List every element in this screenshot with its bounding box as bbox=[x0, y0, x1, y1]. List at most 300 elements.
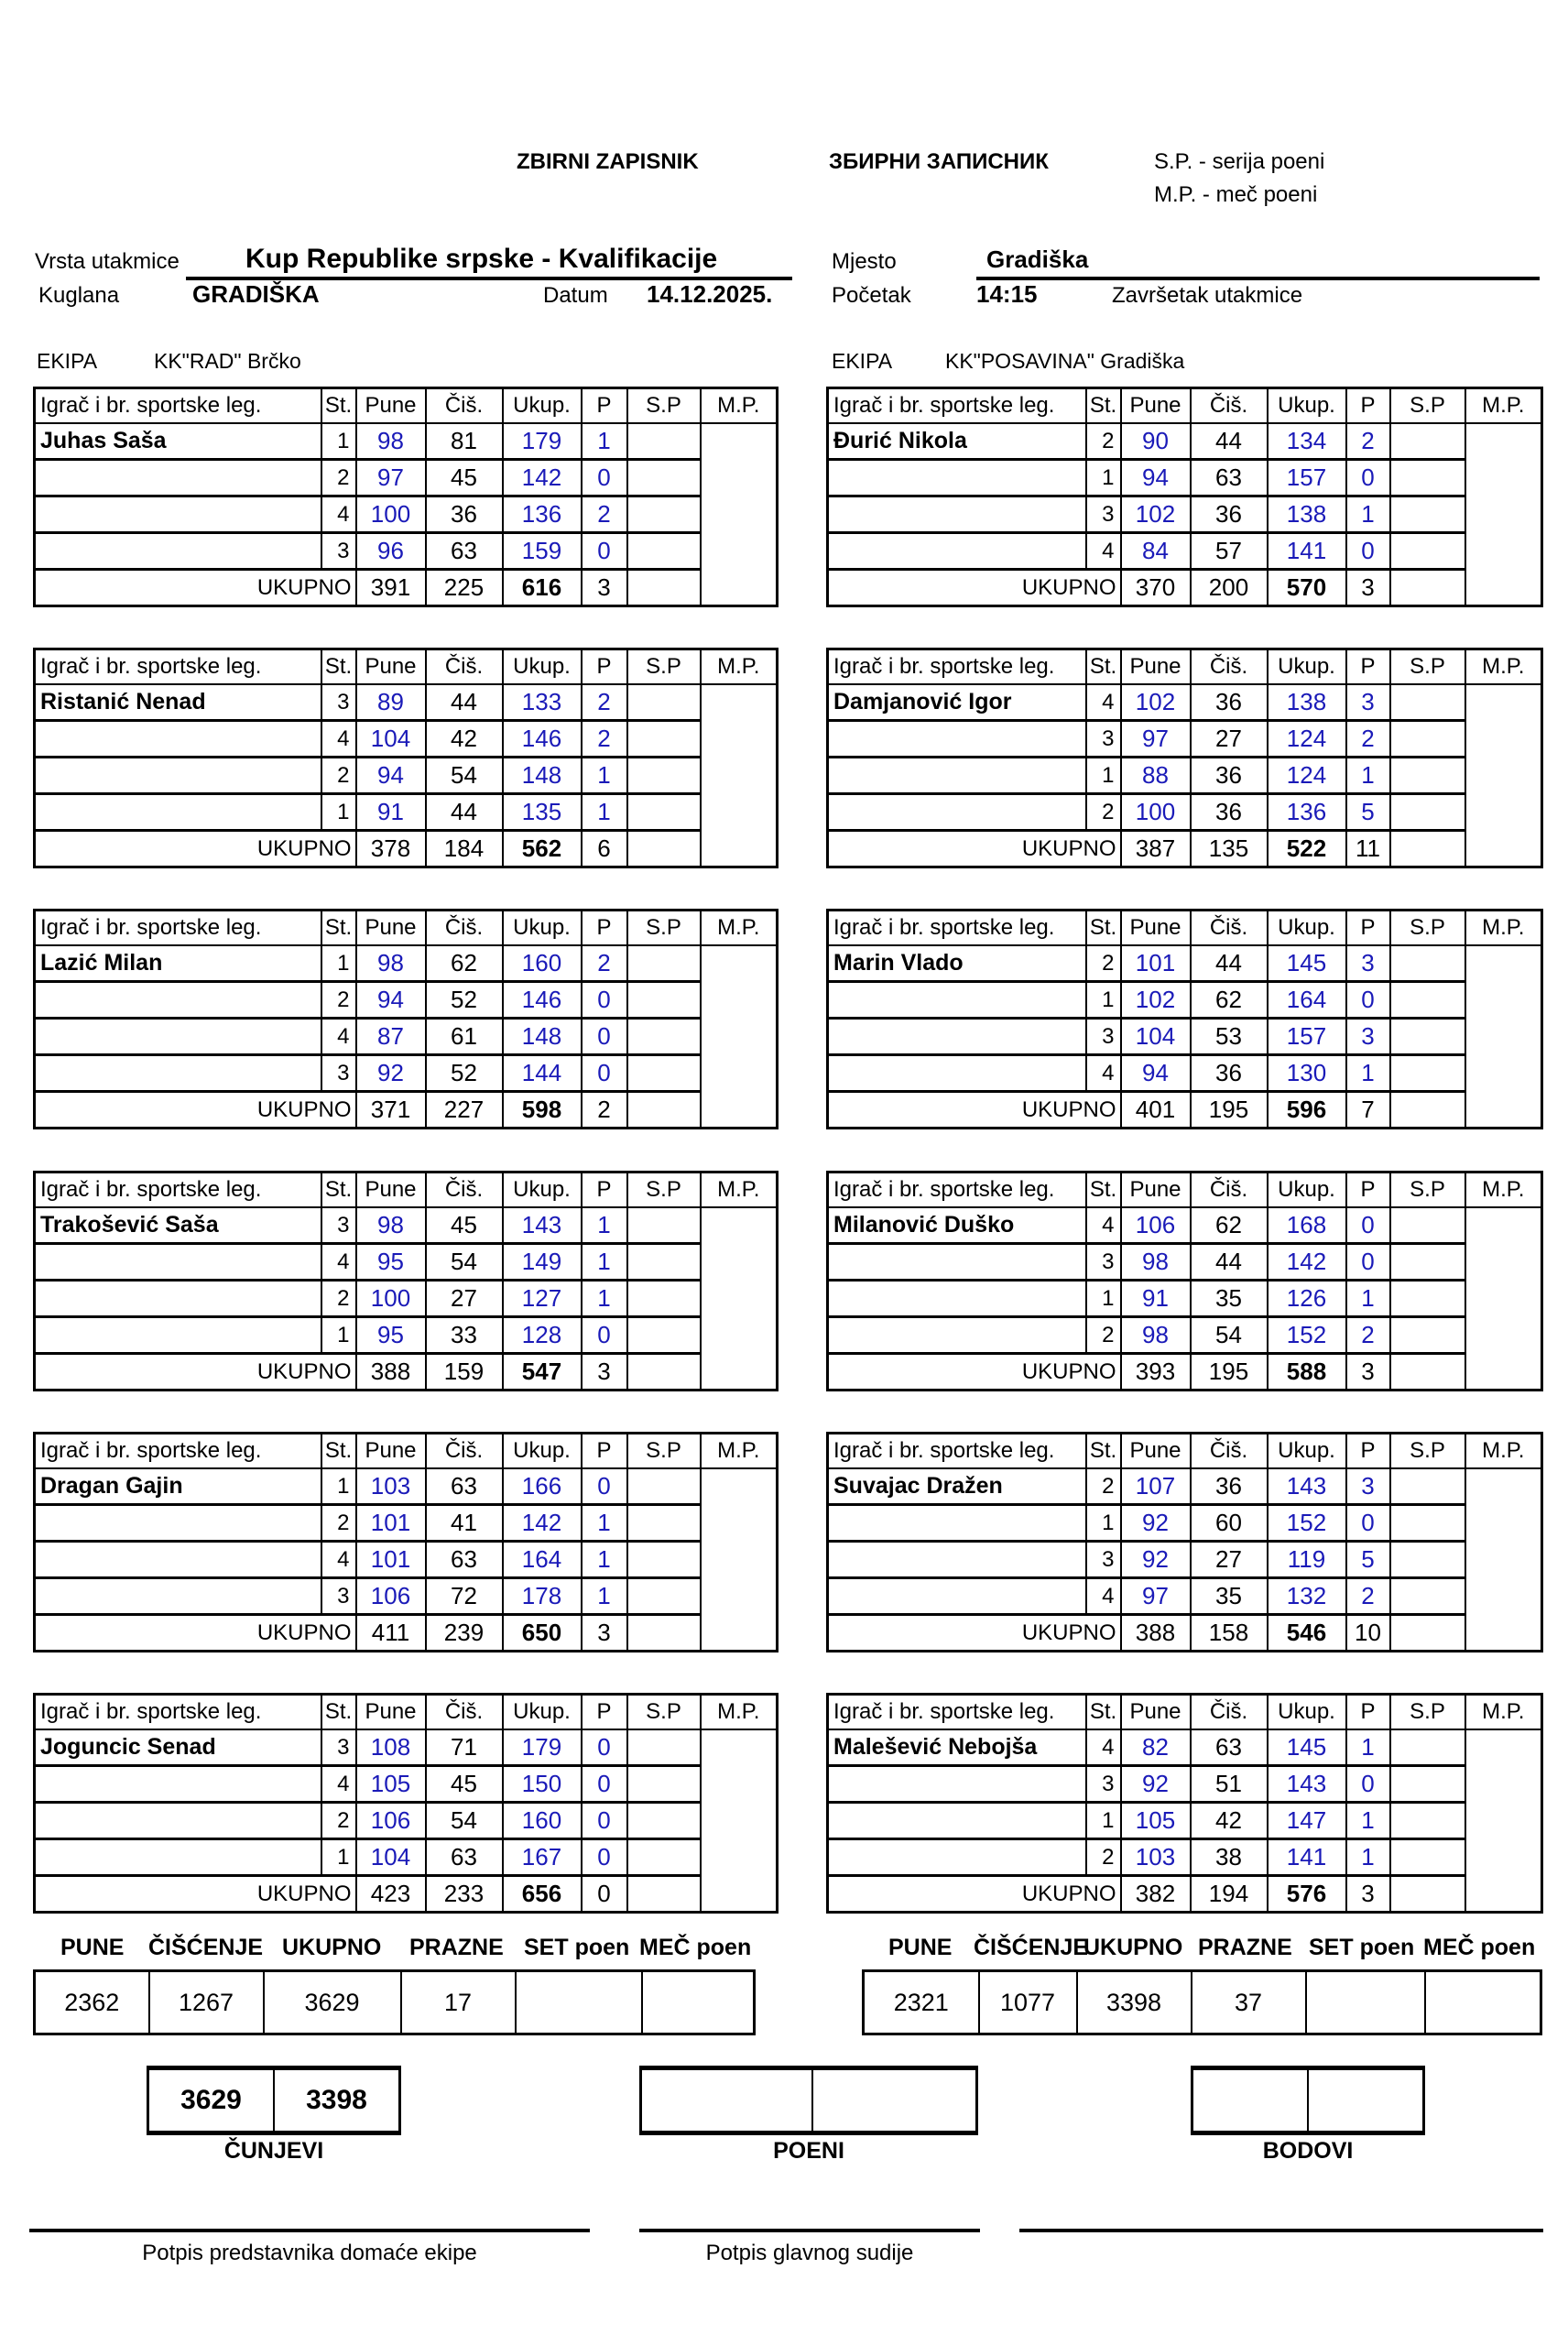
set-points-cell bbox=[1390, 794, 1465, 831]
lane-number: 1 bbox=[1086, 1281, 1121, 1317]
game-row bbox=[35, 1505, 778, 1542]
lane-number: 3 bbox=[1086, 1542, 1121, 1578]
total-label: UKUPNO bbox=[35, 1876, 356, 1913]
total-clearance: 159 bbox=[426, 1354, 503, 1391]
lane-number: 2 bbox=[1086, 1839, 1121, 1876]
player-name-empty bbox=[35, 1839, 321, 1876]
bodovi-away bbox=[1308, 2068, 1424, 2133]
total-pins: 143 bbox=[1268, 1766, 1346, 1803]
set-points-cell bbox=[1390, 533, 1465, 570]
player-name-empty bbox=[35, 1578, 321, 1615]
lane-number: 1 bbox=[321, 1839, 356, 1876]
misses: 0 bbox=[1346, 533, 1390, 570]
column-header-name: Igrač i br. sportske leg. bbox=[35, 388, 321, 424]
game-row bbox=[828, 1803, 1542, 1839]
column-header-pune: Pune bbox=[356, 1434, 426, 1469]
column-header-name: Igrač i br. sportske leg. bbox=[828, 911, 1086, 946]
column-header-mp: M.P. bbox=[1465, 911, 1542, 946]
lane-number: 1 bbox=[1086, 460, 1121, 496]
column-header-st: St. bbox=[1086, 1434, 1121, 1469]
total-label: UKUPNO bbox=[828, 1354, 1121, 1391]
total-set-points bbox=[627, 570, 701, 606]
clearance-pins: 63 bbox=[426, 1839, 503, 1876]
total-label: UKUPNO bbox=[35, 1615, 356, 1652]
player-name: Đurić Nikola bbox=[828, 423, 1086, 460]
full-pins: 92 bbox=[1121, 1766, 1191, 1803]
set-points-cell bbox=[627, 721, 701, 758]
column-header-sp: S.P bbox=[1390, 649, 1465, 685]
full-pins: 102 bbox=[1121, 982, 1191, 1019]
total-set-points bbox=[627, 1876, 701, 1913]
set-points-cell bbox=[1390, 1729, 1465, 1766]
referee-signature-label: Potpis glavnog sudije bbox=[705, 2241, 914, 2265]
column-header-p: P bbox=[582, 388, 627, 424]
total-label: UKUPNO bbox=[828, 1876, 1121, 1913]
column-header-sp: S.P bbox=[627, 1172, 701, 1208]
column-header-sp: S.P bbox=[1390, 388, 1465, 424]
column-header-st: St. bbox=[321, 388, 356, 424]
column-header-p: P bbox=[1346, 1695, 1390, 1730]
player-name-empty bbox=[828, 1578, 1086, 1615]
full-pins: 90 bbox=[1121, 423, 1191, 460]
lane-number: 2 bbox=[321, 1281, 356, 1317]
match-type-value: Kup Republike srpske - Kvalifikacije bbox=[245, 244, 718, 274]
misses: 3 bbox=[1346, 1468, 1390, 1505]
player-name-empty bbox=[828, 1505, 1086, 1542]
player-name-empty bbox=[35, 533, 321, 570]
match-points-cell bbox=[1465, 1468, 1542, 1652]
total-clearance: 194 bbox=[1191, 1876, 1268, 1913]
home-summary-header: SET poen bbox=[524, 1935, 630, 1960]
total-pins: 138 bbox=[1268, 496, 1346, 533]
set-points-cell bbox=[1390, 758, 1465, 794]
clearance-pins: 62 bbox=[1191, 1207, 1268, 1244]
column-header-p: P bbox=[1346, 649, 1390, 685]
lane-number: 2 bbox=[321, 758, 356, 794]
set-points-cell bbox=[627, 758, 701, 794]
player-name-empty bbox=[35, 1055, 321, 1092]
full-pins: 94 bbox=[1121, 460, 1191, 496]
away-summary-ciscenje: 1077 bbox=[979, 1971, 1077, 2034]
game-row bbox=[828, 684, 1542, 721]
match-points-cell bbox=[701, 1468, 778, 1652]
column-header-st: St. bbox=[1086, 1695, 1121, 1730]
total-pins: 143 bbox=[503, 1207, 582, 1244]
total-clearance: 135 bbox=[1191, 831, 1268, 867]
total-pins: 179 bbox=[503, 1729, 582, 1766]
clearance-pins: 63 bbox=[426, 533, 503, 570]
match-points-cell bbox=[1465, 1729, 1542, 1913]
clearance-pins: 53 bbox=[1191, 1019, 1268, 1055]
poeni-home bbox=[641, 2068, 812, 2133]
lane-number: 4 bbox=[1086, 1729, 1121, 1766]
column-header-sp: S.P bbox=[1390, 1172, 1465, 1208]
game-row bbox=[35, 1317, 778, 1354]
referee-signature-line[interactable] bbox=[639, 2229, 980, 2232]
full-pins: 101 bbox=[356, 1542, 426, 1578]
game-row bbox=[35, 1542, 778, 1578]
total-full: 388 bbox=[1121, 1615, 1191, 1652]
misses: 0 bbox=[582, 982, 627, 1019]
misses: 1 bbox=[1346, 1803, 1390, 1839]
clearance-pins: 72 bbox=[426, 1578, 503, 1615]
total-set-points bbox=[627, 831, 701, 867]
player-name-empty bbox=[828, 1055, 1086, 1092]
total-full: 371 bbox=[356, 1092, 426, 1129]
set-points-cell bbox=[1390, 982, 1465, 1019]
title-latin: ZBIRNI ZAPISNIK bbox=[517, 149, 699, 174]
clearance-pins: 54 bbox=[426, 1244, 503, 1281]
player-name-empty bbox=[828, 460, 1086, 496]
full-pins: 92 bbox=[1121, 1505, 1191, 1542]
total-label: UKUPNO bbox=[35, 831, 356, 867]
set-points-cell bbox=[1390, 1317, 1465, 1354]
match-points-cell bbox=[1465, 1207, 1542, 1391]
full-pins: 100 bbox=[356, 496, 426, 533]
total-row bbox=[35, 831, 778, 867]
total-label: UKUPNO bbox=[35, 1092, 356, 1129]
player-name: Lazić Milan bbox=[35, 945, 321, 982]
start-value: 14:15 bbox=[976, 280, 1038, 308]
player-name-empty bbox=[35, 1505, 321, 1542]
set-points-cell bbox=[627, 794, 701, 831]
player-name-empty bbox=[828, 496, 1086, 533]
home-team-name: KK"RAD" Brčko bbox=[154, 349, 301, 373]
column-header-name: Igrač i br. sportske leg. bbox=[828, 1695, 1086, 1730]
player-name-empty bbox=[35, 794, 321, 831]
game-row bbox=[35, 1055, 778, 1092]
misses: 1 bbox=[582, 794, 627, 831]
column-header-cis: Čiš. bbox=[426, 1695, 503, 1730]
away-player-table bbox=[826, 909, 1543, 1129]
full-pins: 103 bbox=[1121, 1839, 1191, 1876]
total-pins: 149 bbox=[503, 1244, 582, 1281]
game-row bbox=[35, 982, 778, 1019]
column-header-pune: Pune bbox=[1121, 911, 1191, 946]
player-name: Milanović Duško bbox=[828, 1207, 1086, 1244]
game-row bbox=[828, 1207, 1542, 1244]
total-set-points bbox=[627, 1354, 701, 1391]
misses: 0 bbox=[582, 1766, 627, 1803]
clearance-pins: 27 bbox=[1191, 1542, 1268, 1578]
clearance-pins: 54 bbox=[426, 758, 503, 794]
full-pins: 98 bbox=[1121, 1244, 1191, 1281]
clearance-pins: 63 bbox=[426, 1468, 503, 1505]
column-header-ukup: Ukup. bbox=[503, 1434, 582, 1469]
misses: 0 bbox=[582, 1317, 627, 1354]
end-label: Završetak utakmice bbox=[1112, 283, 1303, 308]
clearance-pins: 38 bbox=[1191, 1839, 1268, 1876]
set-points-cell bbox=[627, 1244, 701, 1281]
game-row bbox=[35, 423, 778, 460]
total-pins: 562 bbox=[503, 831, 582, 867]
misses: 5 bbox=[1346, 794, 1390, 831]
misses: 0 bbox=[582, 1839, 627, 1876]
total-row bbox=[828, 1615, 1542, 1652]
game-row bbox=[828, 758, 1542, 794]
full-pins: 96 bbox=[356, 533, 426, 570]
column-header-p: P bbox=[582, 649, 627, 685]
column-header-sp: S.P bbox=[1390, 1434, 1465, 1469]
legend-sp: S.P. - serija poeni bbox=[1154, 149, 1325, 174]
column-header-st: St. bbox=[321, 911, 356, 946]
set-points-cell bbox=[627, 945, 701, 982]
total-misses: 0 bbox=[582, 1876, 627, 1913]
clearance-pins: 36 bbox=[426, 496, 503, 533]
set-points-cell bbox=[1390, 460, 1465, 496]
full-pins: 107 bbox=[1121, 1468, 1191, 1505]
total-pins: 146 bbox=[503, 982, 582, 1019]
full-pins: 105 bbox=[1121, 1803, 1191, 1839]
lane-number: 4 bbox=[1086, 533, 1121, 570]
column-header-ukup: Ukup. bbox=[503, 388, 582, 424]
third-signature-line[interactable] bbox=[1019, 2229, 1543, 2232]
misses: 2 bbox=[582, 496, 627, 533]
clearance-pins: 57 bbox=[1191, 533, 1268, 570]
lane-number: 3 bbox=[321, 684, 356, 721]
game-row bbox=[35, 1281, 778, 1317]
column-header-pune: Pune bbox=[356, 1695, 426, 1730]
full-pins: 106 bbox=[356, 1803, 426, 1839]
misses: 2 bbox=[1346, 423, 1390, 460]
column-header-mp: M.P. bbox=[1465, 649, 1542, 685]
game-row bbox=[828, 982, 1542, 1019]
player-name: Suvajac Dražen bbox=[828, 1468, 1086, 1505]
total-row bbox=[828, 1354, 1542, 1391]
away-team-name: KK"POSAVINA" Gradiška bbox=[945, 349, 1185, 373]
player-name-empty bbox=[35, 1244, 321, 1281]
game-row bbox=[828, 496, 1542, 533]
lane-number: 3 bbox=[321, 533, 356, 570]
set-points-cell bbox=[627, 1019, 701, 1055]
full-pins: 100 bbox=[356, 1281, 426, 1317]
clearance-pins: 62 bbox=[1191, 982, 1268, 1019]
lane-number: 3 bbox=[1086, 1019, 1121, 1055]
total-pins: 134 bbox=[1268, 423, 1346, 460]
alley-value: GRADIŠKA bbox=[192, 280, 320, 308]
set-points-cell bbox=[1390, 1803, 1465, 1839]
lane-number: 4 bbox=[1086, 1207, 1121, 1244]
lane-number: 2 bbox=[1086, 1317, 1121, 1354]
column-header-st: St. bbox=[1086, 1172, 1121, 1208]
game-row bbox=[35, 533, 778, 570]
misses: 2 bbox=[582, 684, 627, 721]
column-header-cis: Čiš. bbox=[426, 1434, 503, 1469]
total-set-points bbox=[627, 1092, 701, 1129]
set-points-cell bbox=[627, 460, 701, 496]
set-points-cell bbox=[627, 1505, 701, 1542]
home-rep-signature-label: Potpis predstavnika domaće ekipe bbox=[142, 2241, 477, 2265]
game-row bbox=[35, 1839, 778, 1876]
column-header-mp: M.P. bbox=[701, 1172, 778, 1208]
total-clearance: 195 bbox=[1191, 1092, 1268, 1129]
date-label: Datum bbox=[543, 283, 608, 308]
player-name: Ristanić Nenad bbox=[35, 684, 321, 721]
column-header-ukup: Ukup. bbox=[503, 911, 582, 946]
home-player-table bbox=[33, 1693, 779, 1914]
clearance-pins: 54 bbox=[426, 1803, 503, 1839]
bodovi-home bbox=[1192, 2068, 1309, 2133]
title-cyrillic: ЗБИРНИ ЗАПИСНИК bbox=[829, 149, 1049, 174]
total-pins: 133 bbox=[503, 684, 582, 721]
game-row bbox=[35, 1803, 778, 1839]
total-clearance: 158 bbox=[1191, 1615, 1268, 1652]
total-pins: 159 bbox=[503, 533, 582, 570]
set-points-cell bbox=[1390, 1055, 1465, 1092]
cunjevi-box bbox=[147, 2066, 401, 2135]
game-row bbox=[35, 1468, 778, 1505]
total-row bbox=[35, 570, 778, 606]
misses: 2 bbox=[1346, 1578, 1390, 1615]
set-points-cell bbox=[627, 1207, 701, 1244]
set-points-cell bbox=[627, 496, 701, 533]
full-pins: 88 bbox=[1121, 758, 1191, 794]
misses: 0 bbox=[582, 1019, 627, 1055]
away-summary-header: UKUPNO bbox=[1083, 1935, 1183, 1960]
player-name: Marin Vlado bbox=[828, 945, 1086, 982]
full-pins: 98 bbox=[356, 945, 426, 982]
lane-number: 3 bbox=[321, 1578, 356, 1615]
clearance-pins: 44 bbox=[1191, 1244, 1268, 1281]
total-misses: 11 bbox=[1346, 831, 1390, 867]
column-header-name: Igrač i br. sportske leg. bbox=[35, 1172, 321, 1208]
player-name-empty bbox=[828, 1317, 1086, 1354]
total-clearance: 239 bbox=[426, 1615, 503, 1652]
total-misses: 3 bbox=[1346, 1354, 1390, 1391]
player-name: Joguncic Senad bbox=[35, 1729, 321, 1766]
misses: 2 bbox=[1346, 721, 1390, 758]
game-row bbox=[828, 1281, 1542, 1317]
total-pins: 152 bbox=[1268, 1317, 1346, 1354]
set-points-cell bbox=[627, 1542, 701, 1578]
total-pins: 547 bbox=[503, 1354, 582, 1391]
total-set-points bbox=[1390, 1615, 1465, 1652]
clearance-pins: 42 bbox=[426, 721, 503, 758]
misses: 1 bbox=[582, 1505, 627, 1542]
lane-number: 2 bbox=[1086, 423, 1121, 460]
column-header-pune: Pune bbox=[356, 1172, 426, 1208]
match-points-cell bbox=[1465, 423, 1542, 606]
total-clearance: 184 bbox=[426, 831, 503, 867]
total-pins: 596 bbox=[1268, 1092, 1346, 1129]
clearance-pins: 63 bbox=[426, 1542, 503, 1578]
player-name-empty bbox=[828, 758, 1086, 794]
lane-number: 4 bbox=[321, 721, 356, 758]
misses: 1 bbox=[582, 1578, 627, 1615]
player-name: Dragan Gajin bbox=[35, 1468, 321, 1505]
misses: 2 bbox=[582, 721, 627, 758]
total-pins: 124 bbox=[1268, 758, 1346, 794]
total-full: 370 bbox=[1121, 570, 1191, 606]
full-pins: 84 bbox=[1121, 533, 1191, 570]
match-points-cell bbox=[701, 1207, 778, 1391]
game-row bbox=[35, 1207, 778, 1244]
total-label: UKUPNO bbox=[35, 570, 356, 606]
total-clearance: 200 bbox=[1191, 570, 1268, 606]
player-name-empty bbox=[828, 1766, 1086, 1803]
clearance-pins: 27 bbox=[1191, 721, 1268, 758]
clearance-pins: 63 bbox=[1191, 460, 1268, 496]
total-pins: 142 bbox=[503, 1505, 582, 1542]
lane-number: 4 bbox=[321, 1019, 356, 1055]
home-summary-ciscenje: 1267 bbox=[149, 1971, 264, 2034]
misses: 0 bbox=[582, 1729, 627, 1766]
misses: 3 bbox=[1346, 1019, 1390, 1055]
total-pins: 144 bbox=[503, 1055, 582, 1092]
home-summary-header: ČIŠĆENJE bbox=[148, 1935, 264, 1960]
away-ekipa-label: EKIPA bbox=[832, 349, 893, 373]
match-points-cell bbox=[701, 684, 778, 867]
clearance-pins: 36 bbox=[1191, 758, 1268, 794]
player-name-empty bbox=[828, 533, 1086, 570]
total-pins: 570 bbox=[1268, 570, 1346, 606]
player-name-empty bbox=[828, 1803, 1086, 1839]
total-label: UKUPNO bbox=[35, 1354, 356, 1391]
total-pins: 135 bbox=[503, 794, 582, 831]
away-summary-prazne: 37 bbox=[1192, 1971, 1306, 2034]
set-points-cell bbox=[1390, 1207, 1465, 1244]
column-header-cis: Čiš. bbox=[426, 649, 503, 685]
away-summary-header: SET poen bbox=[1309, 1935, 1415, 1960]
player-name-empty bbox=[35, 1317, 321, 1354]
game-row bbox=[828, 423, 1542, 460]
clearance-pins: 45 bbox=[426, 460, 503, 496]
column-header-st: St. bbox=[1086, 649, 1121, 685]
column-header-pune: Pune bbox=[1121, 1434, 1191, 1469]
total-pins: 157 bbox=[1268, 460, 1346, 496]
game-row bbox=[828, 460, 1542, 496]
poeni-box bbox=[639, 2066, 978, 2135]
column-header-name: Igrač i br. sportske leg. bbox=[35, 911, 321, 946]
full-pins: 95 bbox=[356, 1317, 426, 1354]
full-pins: 108 bbox=[356, 1729, 426, 1766]
total-set-points bbox=[1390, 1876, 1465, 1913]
total-set-points bbox=[1390, 1092, 1465, 1129]
home-summary-set-poen bbox=[516, 1971, 642, 2034]
total-row bbox=[828, 831, 1542, 867]
column-header-pune: Pune bbox=[1121, 388, 1191, 424]
lane-number: 3 bbox=[1086, 1766, 1121, 1803]
total-pins: 588 bbox=[1268, 1354, 1346, 1391]
full-pins: 101 bbox=[1121, 945, 1191, 982]
lane-number: 3 bbox=[321, 1729, 356, 1766]
player-name-empty bbox=[35, 1281, 321, 1317]
column-header-st: St. bbox=[321, 1172, 356, 1208]
total-pins: 127 bbox=[503, 1281, 582, 1317]
clearance-pins: 54 bbox=[1191, 1317, 1268, 1354]
column-header-st: St. bbox=[321, 649, 356, 685]
away-player-table bbox=[826, 648, 1543, 868]
total-clearance: 227 bbox=[426, 1092, 503, 1129]
game-row bbox=[828, 1019, 1542, 1055]
total-full: 387 bbox=[1121, 831, 1191, 867]
total-pins: 136 bbox=[1268, 794, 1346, 831]
away-summary-table bbox=[862, 1969, 1542, 2035]
game-row bbox=[828, 1468, 1542, 1505]
total-full: 411 bbox=[356, 1615, 426, 1652]
clearance-pins: 52 bbox=[426, 1055, 503, 1092]
column-header-ukup: Ukup. bbox=[1268, 1434, 1346, 1469]
column-header-pune: Pune bbox=[1121, 1172, 1191, 1208]
home-player-table bbox=[33, 1171, 779, 1391]
misses: 0 bbox=[1346, 1505, 1390, 1542]
home-player-table bbox=[33, 1432, 779, 1652]
lane-number: 2 bbox=[1086, 794, 1121, 831]
total-clearance: 233 bbox=[426, 1876, 503, 1913]
home-summary-ukupno: 3629 bbox=[264, 1971, 401, 2034]
full-pins: 91 bbox=[1121, 1281, 1191, 1317]
home-rep-signature-line[interactable] bbox=[29, 2229, 590, 2232]
